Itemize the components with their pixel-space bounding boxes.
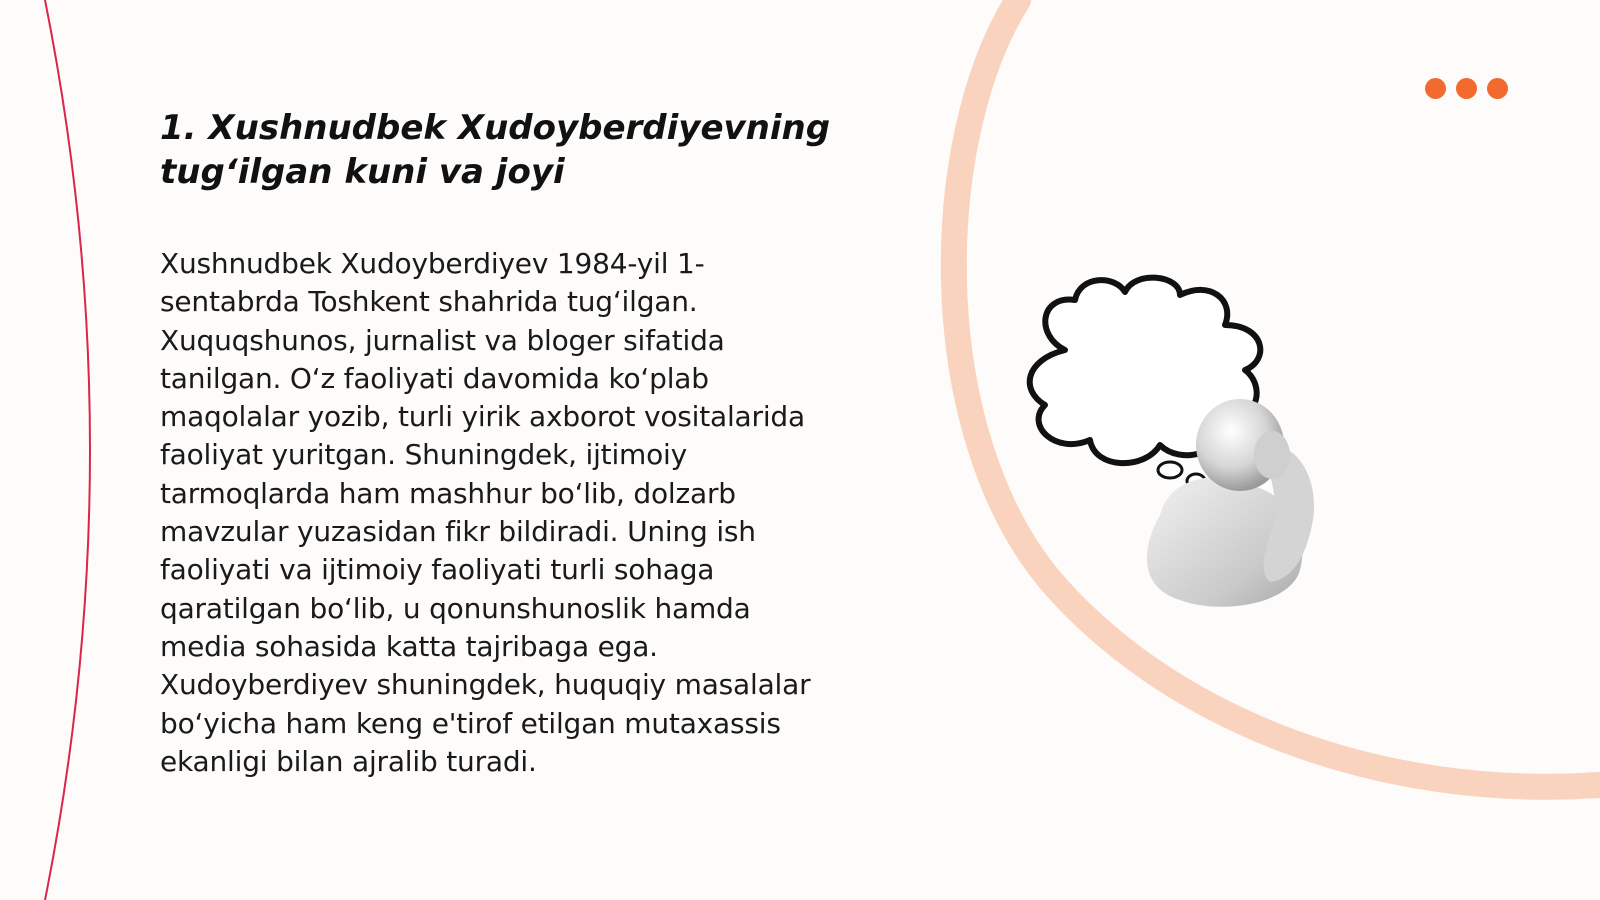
thought-bubble-small-1 bbox=[1158, 462, 1182, 478]
dot-1 bbox=[1425, 78, 1446, 99]
slide-body-text: Xushnudbek Xudoyberdiyev 1984-yil 1-sentabrda Toshkent shahrida tug‘ilgan. Xuquqshunos, jurnalist va bloger sifatida tanilgan. O‘z faoliyati davomida ko‘plab maqolalar yozib, turli yirik axborot vositalarida faoliyat yuritgan. Shuningdek, ijtimoiy tarmoqlarda ham mashhur bo‘lib, dolzarb mavzular yuzasidan fikr bildiradi. Uning ish faoliyati va ijtimoiy faoliyati turli sohaga qaratilgan bo‘lib, u qonunshunoslik hamda media sohasida katta tajribaga ega. Xudoyberdiyev shuningdek, huquqiy masalalar bo‘yicha ham keng e'tirof etilgan mutaxassis ekanligi bilan ajralib turadi. bbox=[160, 247, 811, 778]
thinking-person-illustration bbox=[1020, 270, 1360, 620]
dot-3 bbox=[1487, 78, 1508, 99]
dot-2 bbox=[1456, 78, 1477, 99]
more-options-icon[interactable] bbox=[1425, 78, 1508, 99]
left-accent-line bbox=[45, 0, 90, 900]
person-hand bbox=[1254, 431, 1290, 479]
slide-title: 1. Xushnudbek Xudoyberdiyevning tug‘ilgan kuni va joyi bbox=[160, 108, 831, 192]
